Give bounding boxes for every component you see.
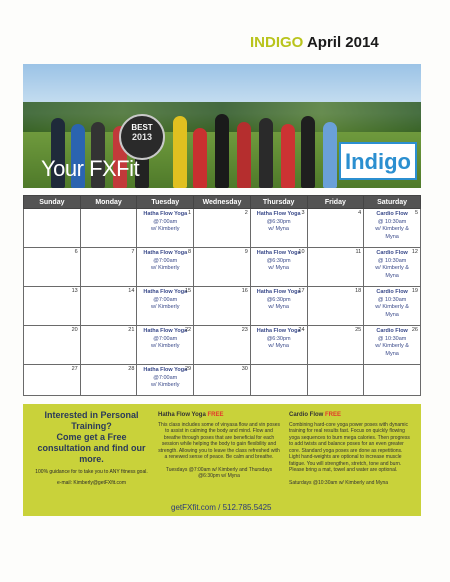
class-entry-line: @6:30pm (266, 257, 291, 264)
class-entry-line: @7:00am (153, 257, 178, 264)
class-entry-line: w/ Myna (268, 304, 289, 310)
day-number: 19 (411, 288, 418, 294)
class-entry-line: Hatha Flow Yoga (143, 328, 188, 334)
calendar-day-cell[interactable] (194, 365, 251, 396)
calendar-day-cell[interactable] (194, 287, 251, 326)
class-entry-line: Myna (385, 272, 399, 279)
calendar-day-cell[interactable] (250, 248, 307, 287)
class-entry-line: w/ Kimberly (151, 226, 180, 232)
day-number: 22 (184, 327, 192, 333)
class-entry-line: w/ Kimberly & (375, 343, 409, 349)
day-number: 14 (128, 288, 135, 294)
calendar-grid (23, 195, 421, 396)
calendar-day-cell[interactable] (24, 248, 81, 287)
weekday-header: Friday (307, 196, 364, 209)
day-number: 15 (184, 288, 192, 294)
day-number: 16 (241, 288, 248, 294)
calendar-day-cell[interactable] (307, 365, 364, 396)
calendar-day-cell[interactable] (364, 365, 421, 396)
calendar-day-cell[interactable] (194, 326, 251, 365)
day-number: 5 (414, 210, 418, 216)
hatha-body: This class includes some of vinyasa flow and vin poses to assist in calming the body and mind. Flow and breathe through poses that are beneficial for each session while helping the body to gain flexibility and strength. Allowing you to leave the class refreshed with a renewed sense of peace. Be calm and breathe. (158, 421, 281, 460)
day-number: 11 (355, 249, 362, 255)
calendar-week-row (24, 248, 421, 287)
class-entry-line: Cardio Flow (376, 211, 408, 217)
class-entry-line: w/ Kimberly (151, 304, 180, 310)
day-number: 29 (184, 366, 192, 372)
class-entry-line: Hatha Flow Yoga (256, 289, 301, 295)
day-number: 6 (74, 249, 78, 255)
calendar-day-cell[interactable] (137, 287, 194, 326)
promo-subheadline: Come get a Free consultation and find our more. (37, 432, 146, 464)
class-entry-line: @6:30pm (266, 335, 291, 342)
calendar-day-cell[interactable] (307, 248, 364, 287)
badge-best: BEST (131, 123, 153, 132)
class-entry-line: @ 10:30am (377, 335, 407, 342)
class-entry-line: Hatha Flow Yoga (256, 328, 301, 334)
day-number: 25 (355, 327, 362, 333)
calendar-day-cell[interactable] (24, 209, 81, 248)
cardio-heading: Cardio Flow FREE (289, 412, 342, 418)
weekday-header: Saturday (364, 196, 421, 209)
calendar-day-cell[interactable] (137, 326, 194, 365)
calendar-day-cell[interactable] (137, 365, 194, 396)
hatha-free-label: FREE (207, 412, 224, 418)
calendar-day-cell[interactable] (137, 209, 194, 248)
weekday-header: Monday (80, 196, 137, 209)
class-entry-line: w/ Myna (268, 226, 289, 232)
class-entry-line: Cardio Flow (376, 328, 408, 334)
class-entry-line: w/ Kimberly & (375, 265, 409, 271)
personal-training-box (29, 410, 154, 510)
hero-banner-photo (23, 64, 421, 188)
promo-headline: Interested in Personal Training? (44, 410, 139, 431)
class-entry-line: Cardio Flow (376, 250, 408, 256)
weekday-header: Sunday (24, 196, 81, 209)
weekday-header: Wednesday (194, 196, 251, 209)
hatha-heading: Hatha Flow Yoga FREE (158, 412, 224, 418)
day-number: 10 (298, 249, 305, 255)
day-number: 27 (71, 366, 78, 372)
promo-email[interactable]: e-mail: Kimberly@getFXfit.com (57, 479, 126, 486)
cardio-description (289, 412, 411, 486)
calendar-day-cell[interactable] (80, 365, 137, 396)
weekday-header: Tuesday (137, 196, 194, 209)
class-entry-line: @7:00am (153, 296, 178, 303)
day-number: 1 (188, 210, 192, 216)
calendar-day-cell[interactable] (307, 287, 364, 326)
class-entry-line: Hatha Flow Yoga (143, 367, 188, 373)
promo-guidance: 100% guidance for to take you to ANY fitness goal. (35, 469, 148, 475)
best-of-badge (119, 114, 165, 160)
class-entry (137, 209, 193, 234)
calendar-day-cell[interactable] (80, 248, 137, 287)
calendar-day-cell[interactable] (137, 248, 194, 287)
cardio-free-label: FREE (325, 412, 342, 418)
calendar-day-cell[interactable] (80, 326, 137, 365)
class-entry-line: @6:30pm (266, 296, 291, 303)
calendar-day-cell[interactable] (24, 326, 81, 365)
calendar-day-cell[interactable] (194, 209, 251, 248)
calendar-day-cell[interactable] (250, 287, 307, 326)
class-entry-line: @7:00am (153, 335, 178, 342)
day-number: 7 (131, 249, 135, 255)
class-entry-line: w/ Kimberly & (375, 226, 409, 232)
brand-name: INDIGO (250, 34, 304, 51)
class-entry-line: w/ Kimberly (151, 382, 180, 388)
day-number: 8 (188, 249, 192, 255)
class-entry-line: Hatha Flow Yoga (256, 250, 301, 256)
calendar-day-cell[interactable] (194, 248, 251, 287)
calendar-day-cell[interactable] (80, 287, 137, 326)
badge-year: 2013 (131, 131, 153, 142)
hatha-times: Tuesdays @7:00am w/ Kimberly and Thursdays @6:30pm w/ Myna (165, 466, 273, 479)
calendar-day-cell[interactable] (250, 209, 307, 248)
class-entry-line: w/ Kimberly (151, 343, 180, 349)
calendar-day-cell[interactable] (364, 326, 421, 365)
calendar-day-cell[interactable] (24, 365, 81, 396)
day-number: 21 (128, 327, 135, 333)
day-number: 26 (411, 327, 418, 333)
class-entry-line: Hatha Flow Yoga (143, 250, 188, 256)
class-entry-line: Myna (385, 233, 399, 240)
day-number: 28 (128, 366, 135, 372)
class-entry-line: @7:00am (153, 374, 178, 381)
cardio-times: Saturdays @10:30am w/ Kimberly and Myna (289, 479, 389, 486)
website-phone[interactable]: getFXfit.com / 512.785.5425 (171, 503, 272, 512)
calendar-body (24, 209, 421, 396)
class-entry (364, 209, 420, 241)
calendar-day-cell[interactable] (364, 209, 421, 248)
class-entry-line: w/ Kimberly & (375, 304, 409, 310)
calendar-day-cell[interactable] (364, 287, 421, 326)
calendar-day-cell[interactable] (80, 209, 137, 248)
day-number: 13 (71, 288, 78, 294)
hatha-description (158, 412, 280, 480)
calendar-week-row (24, 209, 421, 248)
calendar-day-cell[interactable] (307, 209, 364, 248)
class-entry-line: @ 10:30am (377, 257, 407, 264)
class-entry-line: w/ Kimberly (151, 265, 180, 271)
day-number: 23 (241, 327, 248, 333)
class-entry (137, 248, 193, 273)
weekday-header: Thursday (250, 196, 307, 209)
calendar-day-cell[interactable] (250, 326, 307, 365)
day-number: 30 (241, 366, 248, 372)
calendar-day-cell[interactable] (24, 287, 81, 326)
day-number: 17 (298, 288, 305, 294)
class-entry-line: @7:00am (153, 218, 178, 225)
class-entry-line: @ 10:30am (377, 218, 407, 225)
day-number: 24 (298, 327, 305, 333)
class-entry-line: w/ Myna (268, 265, 289, 271)
tagline: Your FXFit (41, 156, 140, 181)
page-title (250, 34, 379, 51)
cardio-body: Combining hard-core yoga power poses with dynamic training for real results fast. Focus on quickly flowing yoga sequences to burn mega calories. Then progress to add twists and balance poses for an even greater core. Standard yoga poses are done as repetitions. Light hand-weights are optional to increase muscle fatigue. You will strengthen, stretch, tone and burn. Please bring a mat, towel and water are optional. (289, 421, 410, 473)
promo-panel (23, 404, 421, 516)
calendar-week-row (24, 326, 421, 365)
day-number: 9 (244, 249, 248, 255)
day-number: 20 (71, 327, 78, 333)
calendar-day-cell[interactable] (250, 365, 307, 396)
day-number: 2 (244, 210, 248, 216)
class-entry-line: Hatha Flow Yoga (256, 211, 301, 217)
indigo-logo: Indigo (339, 142, 417, 180)
calendar-day-cell[interactable] (364, 248, 421, 287)
calendar-week-row (24, 287, 421, 326)
day-number: 3 (301, 210, 305, 216)
day-number: 12 (411, 249, 418, 255)
day-number: 4 (358, 210, 362, 216)
day-number: 18 (355, 288, 362, 294)
class-entry (251, 209, 307, 234)
class-entry-line: @ 10:30am (377, 296, 407, 303)
class-entry-line: Myna (385, 311, 399, 318)
weekday-header-row (24, 196, 421, 209)
calendar-day-cell[interactable] (307, 326, 364, 365)
class-entry-line: Hatha Flow Yoga (143, 289, 188, 295)
month-label: April 2014 (306, 34, 379, 51)
class-entry-line: Cardio Flow (376, 289, 408, 295)
class-entry-line: w/ Myna (268, 343, 289, 349)
calendar-week-row (24, 365, 421, 396)
class-entry-line: Myna (385, 350, 399, 357)
class-entry-line: Hatha Flow Yoga (143, 211, 188, 217)
class-entry-line: @6:30pm (266, 218, 291, 225)
